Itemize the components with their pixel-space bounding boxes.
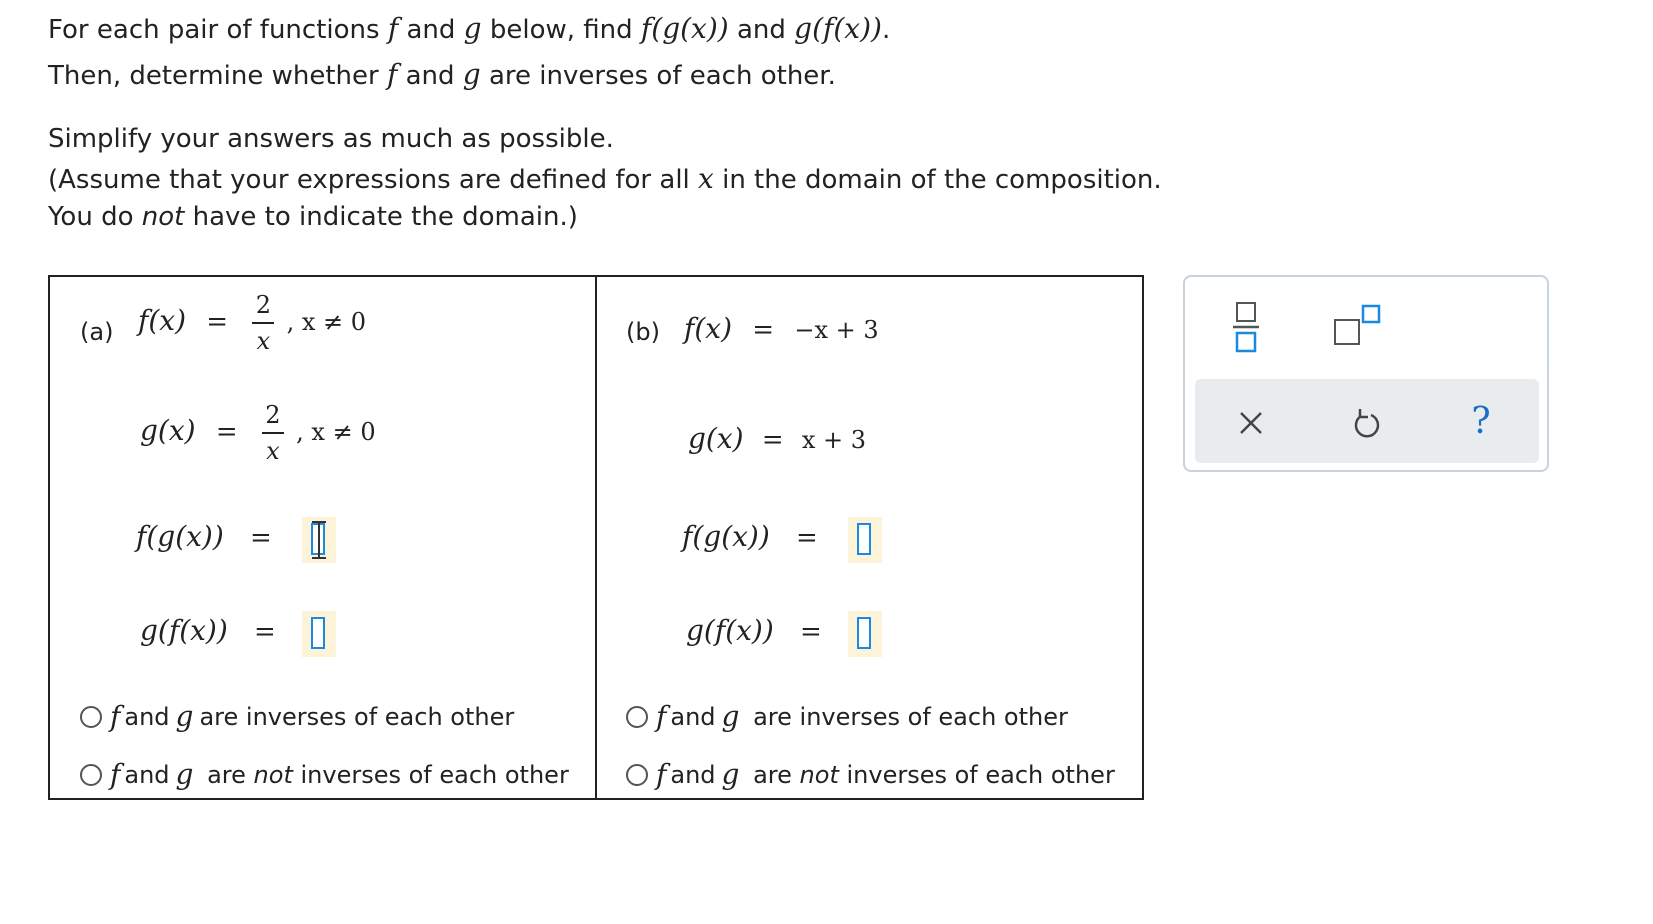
fraction xyxy=(252,290,274,356)
part-b-gf-label xyxy=(686,614,822,647)
option-text: are inverses of each other xyxy=(199,702,515,731)
panel-divider xyxy=(595,275,597,800)
math-g: g xyxy=(463,12,482,45)
option-text: inverses of each other xyxy=(292,760,569,789)
part-b-fg-label xyxy=(682,520,818,553)
instruction-text: and xyxy=(397,61,463,91)
option-text: and xyxy=(670,702,716,731)
instruction-text: and xyxy=(728,15,795,45)
option-text: and xyxy=(124,760,170,789)
part-b-f-definition xyxy=(684,312,879,345)
numerator: 2 xyxy=(255,291,271,319)
radio-button[interactable] xyxy=(80,706,102,728)
option-a-not-inverses[interactable] xyxy=(80,758,569,791)
option-text: are xyxy=(745,760,800,789)
math-f: f xyxy=(656,700,667,733)
part-b-g-definition xyxy=(688,422,866,455)
answer-input-b-gf[interactable] xyxy=(848,611,882,657)
equals-sign: = xyxy=(254,617,276,647)
input-box xyxy=(857,617,871,649)
math-g: g xyxy=(721,700,740,733)
math-g: g xyxy=(462,58,481,91)
undo-button[interactable] xyxy=(1344,400,1390,446)
instruction-line-3: Simplify your answers as much as possible. xyxy=(48,124,614,154)
instruction-text: You do xyxy=(48,202,142,232)
text-caret xyxy=(312,557,326,559)
fraction-button[interactable] xyxy=(1222,296,1270,356)
instruction-line-2 xyxy=(48,58,836,93)
exponent-icon xyxy=(1331,302,1383,348)
help-button[interactable] xyxy=(1458,398,1504,444)
fraction-bar xyxy=(262,432,284,434)
option-text: are xyxy=(199,760,254,789)
radio-button[interactable] xyxy=(626,764,648,786)
function-name-f: f(x) xyxy=(138,304,187,337)
instruction-text: (Assume that your expressions are defined for all xyxy=(48,165,699,195)
input-box xyxy=(311,617,325,649)
math-f: f xyxy=(110,758,121,791)
part-a-g-definition xyxy=(140,400,376,466)
instruction-text: in the domain of the composition. xyxy=(713,165,1162,195)
instruction-text: below, find xyxy=(481,15,641,45)
denominator: x xyxy=(266,437,280,465)
instruction-line-4 xyxy=(48,162,1162,197)
exponent-button[interactable] xyxy=(1326,300,1388,350)
function-name-g: g(x) xyxy=(688,422,744,455)
clear-button[interactable] xyxy=(1228,400,1274,446)
math-f: f xyxy=(110,700,121,733)
composition-g-of-f: g(f(x)) xyxy=(140,614,228,647)
instruction-text: have to indicate the domain.) xyxy=(184,202,578,232)
help-icon: ? xyxy=(1471,400,1491,442)
equals-sign: = xyxy=(761,425,784,455)
math-f: f xyxy=(387,12,399,45)
emphasis-not: not xyxy=(253,760,293,789)
clear-icon xyxy=(1237,409,1265,437)
answer-input-b-fg[interactable] xyxy=(848,517,882,563)
part-a-f-definition xyxy=(138,290,366,356)
instruction-line-5 xyxy=(48,200,578,234)
answer-input-a-fg[interactable] xyxy=(302,517,336,563)
option-b-inverses[interactable] xyxy=(626,700,1068,733)
numerator: 2 xyxy=(265,401,281,429)
instruction-text: and xyxy=(398,15,464,45)
emphasis-not: not xyxy=(799,760,839,789)
input-box xyxy=(857,523,871,555)
radio-button[interactable] xyxy=(626,706,648,728)
part-a-label: (a) xyxy=(80,318,114,346)
math-f-of-g: f(g(x)) xyxy=(640,12,729,45)
denominator: x xyxy=(256,327,271,355)
function-name-f: f(x) xyxy=(684,312,733,345)
part-a-fg-label xyxy=(136,520,272,553)
fraction-bar xyxy=(252,322,274,324)
composition-f-of-g: f(g(x)) xyxy=(682,520,770,553)
option-text: inverses of each other xyxy=(838,760,1115,789)
math-f: f xyxy=(656,758,667,791)
instruction-line-1 xyxy=(48,12,890,47)
option-text: and xyxy=(670,760,716,789)
part-a-gf-label xyxy=(140,614,276,647)
option-text: and xyxy=(124,702,170,731)
fraction xyxy=(262,400,284,466)
domain-condition: , x ≠ 0 xyxy=(286,308,367,336)
emphasis-not: not xyxy=(141,202,185,232)
math-g: g xyxy=(175,700,194,733)
equals-sign: = xyxy=(796,523,818,553)
equals-sign: = xyxy=(800,617,822,647)
equals-sign: = xyxy=(250,523,272,553)
math-f: f xyxy=(386,58,398,91)
instruction-text: are inverses of each other. xyxy=(480,61,836,91)
option-b-not-inverses[interactable] xyxy=(626,758,1115,791)
math-g: g xyxy=(721,758,740,791)
domain-condition: , x ≠ 0 xyxy=(296,418,376,446)
function-expression: −x + 3 xyxy=(794,316,879,344)
text-caret xyxy=(318,521,320,559)
part-b-label: (b) xyxy=(626,318,660,346)
equals-sign: = xyxy=(215,417,238,447)
composition-g-of-f: g(f(x)) xyxy=(686,614,774,647)
answer-input-a-gf[interactable] xyxy=(302,611,336,657)
math-g-of-f: g(f(x)) xyxy=(794,12,882,45)
function-name-g: g(x) xyxy=(140,414,196,447)
fraction-icon xyxy=(1231,299,1261,353)
equals-sign: = xyxy=(752,315,775,345)
composition-f-of-g: f(g(x)) xyxy=(136,520,224,553)
instruction-text: . xyxy=(881,15,891,45)
instruction-text: For each pair of functions xyxy=(48,15,388,45)
math-g: g xyxy=(175,758,194,791)
undo-icon xyxy=(1352,407,1382,439)
option-text: are inverses of each other xyxy=(745,702,1068,731)
equals-sign: = xyxy=(206,307,229,337)
radio-button[interactable] xyxy=(80,764,102,786)
option-a-inverses[interactable] xyxy=(80,700,514,733)
instruction-text: Then, determine whether xyxy=(48,61,387,91)
function-expression: x + 3 xyxy=(801,426,867,454)
math-x: x xyxy=(698,162,714,195)
